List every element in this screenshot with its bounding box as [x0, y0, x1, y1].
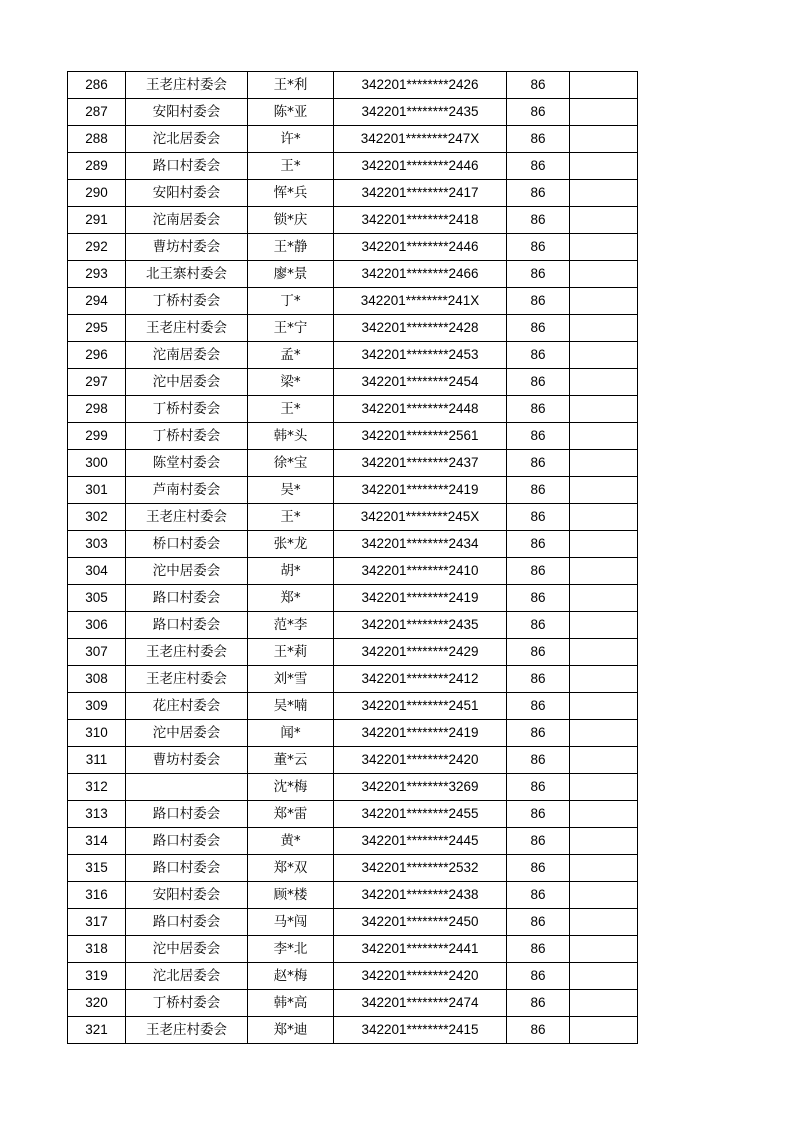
score-cell: 86: [507, 180, 570, 207]
unit-cell: 陈堂村委会: [126, 450, 248, 477]
row-number-cell: 298: [68, 396, 126, 423]
table-row: [68, 936, 638, 963]
row-number-cell: 312: [68, 774, 126, 801]
table-row: [68, 558, 638, 585]
table-row: [68, 774, 638, 801]
table-row: [68, 990, 638, 1017]
name-cell: 韩*高: [248, 990, 334, 1017]
table-row: [68, 288, 638, 315]
score-cell: 86: [507, 72, 570, 99]
note-cell: [570, 990, 638, 1017]
unit-cell: 安阳村委会: [126, 180, 248, 207]
row-number-cell: 294: [68, 288, 126, 315]
unit-cell: 沱北居委会: [126, 963, 248, 990]
id-number-cell: 342201********2474: [334, 990, 507, 1017]
row-number-cell: 301: [68, 477, 126, 504]
id-number-cell: 342201********2434: [334, 531, 507, 558]
note-cell: [570, 585, 638, 612]
row-number-cell: 313: [68, 801, 126, 828]
row-number-cell: 292: [68, 234, 126, 261]
unit-cell: 沱南居委会: [126, 207, 248, 234]
table-row: [68, 153, 638, 180]
table-row: [68, 720, 638, 747]
id-number-cell: 342201********241X: [334, 288, 507, 315]
unit-cell: 沱中居委会: [126, 558, 248, 585]
row-number-cell: 316: [68, 882, 126, 909]
note-cell: [570, 72, 638, 99]
note-cell: [570, 126, 638, 153]
row-number-cell: 307: [68, 639, 126, 666]
note-cell: [570, 153, 638, 180]
note-cell: [570, 1017, 638, 1044]
score-cell: 86: [507, 261, 570, 288]
row-number-cell: 320: [68, 990, 126, 1017]
note-cell: [570, 855, 638, 882]
table-row: [68, 747, 638, 774]
score-cell: 86: [507, 639, 570, 666]
table-row: [68, 369, 638, 396]
row-number-cell: 321: [68, 1017, 126, 1044]
row-number-cell: 315: [68, 855, 126, 882]
score-cell: 86: [507, 882, 570, 909]
row-number-cell: 318: [68, 936, 126, 963]
name-cell: 张*龙: [248, 531, 334, 558]
table-row: [68, 477, 638, 504]
table-row: [68, 423, 638, 450]
row-number-cell: 319: [68, 963, 126, 990]
unit-cell: 花庄村委会: [126, 693, 248, 720]
name-cell: 刘*雪: [248, 666, 334, 693]
id-number-cell: 342201********2417: [334, 180, 507, 207]
score-cell: 86: [507, 585, 570, 612]
roster-body: [68, 72, 638, 1044]
row-number-cell: 293: [68, 261, 126, 288]
unit-cell: 路口村委会: [126, 153, 248, 180]
id-number-cell: 342201********2420: [334, 747, 507, 774]
score-cell: 86: [507, 855, 570, 882]
name-cell: 胡*: [248, 558, 334, 585]
name-cell: 郑*: [248, 585, 334, 612]
id-number-cell: 342201********2466: [334, 261, 507, 288]
note-cell: [570, 504, 638, 531]
score-cell: 86: [507, 477, 570, 504]
note-cell: [570, 639, 638, 666]
row-number-cell: 299: [68, 423, 126, 450]
row-number-cell: 310: [68, 720, 126, 747]
note-cell: [570, 963, 638, 990]
row-number-cell: 296: [68, 342, 126, 369]
name-cell: 顾*楼: [248, 882, 334, 909]
unit-cell: 芦南村委会: [126, 477, 248, 504]
score-cell: 86: [507, 1017, 570, 1044]
score-cell: 86: [507, 720, 570, 747]
unit-cell: 王老庄村委会: [126, 1017, 248, 1044]
table-row: [68, 72, 638, 99]
id-number-cell: 342201********2418: [334, 207, 507, 234]
name-cell: 徐*宝: [248, 450, 334, 477]
unit-cell: 沱中居委会: [126, 936, 248, 963]
name-cell: 王*莉: [248, 639, 334, 666]
score-cell: 86: [507, 369, 570, 396]
table-row: [68, 234, 638, 261]
unit-cell: 桥口村委会: [126, 531, 248, 558]
note-cell: [570, 261, 638, 288]
unit-cell: 路口村委会: [126, 585, 248, 612]
score-cell: 86: [507, 747, 570, 774]
table-row: [68, 882, 638, 909]
note-cell: [570, 936, 638, 963]
id-number-cell: 342201********2448: [334, 396, 507, 423]
unit-cell: [126, 774, 248, 801]
id-number-cell: 342201********2441: [334, 936, 507, 963]
id-number-cell: 342201********2426: [334, 72, 507, 99]
unit-cell: 北王寨村委会: [126, 261, 248, 288]
row-number-cell: 314: [68, 828, 126, 855]
score-cell: 86: [507, 558, 570, 585]
unit-cell: 沱中居委会: [126, 369, 248, 396]
note-cell: [570, 450, 638, 477]
note-cell: [570, 369, 638, 396]
row-number-cell: 317: [68, 909, 126, 936]
row-number-cell: 286: [68, 72, 126, 99]
score-cell: 86: [507, 504, 570, 531]
table-row: [68, 801, 638, 828]
unit-cell: 路口村委会: [126, 801, 248, 828]
unit-cell: 王老庄村委会: [126, 315, 248, 342]
unit-cell: 路口村委会: [126, 855, 248, 882]
id-number-cell: 342201********2429: [334, 639, 507, 666]
name-cell: 闻*: [248, 720, 334, 747]
id-number-cell: 342201********2450: [334, 909, 507, 936]
name-cell: 王*静: [248, 234, 334, 261]
score-cell: 86: [507, 612, 570, 639]
row-number-cell: 295: [68, 315, 126, 342]
unit-cell: 路口村委会: [126, 612, 248, 639]
name-cell: 恽*兵: [248, 180, 334, 207]
name-cell: 丁*: [248, 288, 334, 315]
name-cell: 王*宁: [248, 315, 334, 342]
id-number-cell: 342201********2446: [334, 153, 507, 180]
table-row: [68, 261, 638, 288]
id-number-cell: 342201********2419: [334, 477, 507, 504]
id-number-cell: 342201********2412: [334, 666, 507, 693]
note-cell: [570, 666, 638, 693]
note-cell: [570, 315, 638, 342]
row-number-cell: 287: [68, 99, 126, 126]
row-number-cell: 304: [68, 558, 126, 585]
note-cell: [570, 612, 638, 639]
roster-table: [67, 71, 638, 1044]
unit-cell: 安阳村委会: [126, 882, 248, 909]
id-number-cell: 342201********2428: [334, 315, 507, 342]
unit-cell: 丁桥村委会: [126, 288, 248, 315]
name-cell: 郑*雷: [248, 801, 334, 828]
row-number-cell: 288: [68, 126, 126, 153]
score-cell: 86: [507, 693, 570, 720]
unit-cell: 王老庄村委会: [126, 639, 248, 666]
row-number-cell: 291: [68, 207, 126, 234]
table-row: [68, 315, 638, 342]
score-cell: 86: [507, 126, 570, 153]
unit-cell: 安阳村委会: [126, 99, 248, 126]
name-cell: 马*闯: [248, 909, 334, 936]
id-number-cell: 342201********2532: [334, 855, 507, 882]
name-cell: 陈*亚: [248, 99, 334, 126]
score-cell: 86: [507, 207, 570, 234]
id-number-cell: 342201********2561: [334, 423, 507, 450]
score-cell: 86: [507, 666, 570, 693]
table-row: [68, 963, 638, 990]
note-cell: [570, 882, 638, 909]
name-cell: 许*: [248, 126, 334, 153]
unit-cell: 丁桥村委会: [126, 423, 248, 450]
score-cell: 86: [507, 315, 570, 342]
name-cell: 李*北: [248, 936, 334, 963]
name-cell: 吴*喃: [248, 693, 334, 720]
name-cell: 沈*梅: [248, 774, 334, 801]
row-number-cell: 290: [68, 180, 126, 207]
unit-cell: 沱中居委会: [126, 720, 248, 747]
table-row: [68, 207, 638, 234]
score-cell: 86: [507, 963, 570, 990]
note-cell: [570, 423, 638, 450]
note-cell: [570, 288, 638, 315]
unit-cell: 路口村委会: [126, 909, 248, 936]
score-cell: 86: [507, 342, 570, 369]
name-cell: 韩*头: [248, 423, 334, 450]
table-row: [68, 180, 638, 207]
name-cell: 郑*迪: [248, 1017, 334, 1044]
id-number-cell: 342201********2410: [334, 558, 507, 585]
score-cell: 86: [507, 774, 570, 801]
name-cell: 孟*: [248, 342, 334, 369]
row-number-cell: 303: [68, 531, 126, 558]
score-cell: 86: [507, 909, 570, 936]
row-number-cell: 311: [68, 747, 126, 774]
score-cell: 86: [507, 450, 570, 477]
table-row: [68, 828, 638, 855]
name-cell: 廖*景: [248, 261, 334, 288]
unit-cell: 曹坊村委会: [126, 747, 248, 774]
id-number-cell: 342201********3269: [334, 774, 507, 801]
row-number-cell: 289: [68, 153, 126, 180]
table-row: [68, 639, 638, 666]
score-cell: 86: [507, 288, 570, 315]
id-number-cell: 342201********2437: [334, 450, 507, 477]
unit-cell: 王老庄村委会: [126, 72, 248, 99]
id-number-cell: 342201********2446: [334, 234, 507, 261]
score-cell: 86: [507, 828, 570, 855]
table-row: [68, 666, 638, 693]
table-row: [68, 585, 638, 612]
id-number-cell: 342201********2453: [334, 342, 507, 369]
note-cell: [570, 207, 638, 234]
score-cell: 86: [507, 99, 570, 126]
row-number-cell: 297: [68, 369, 126, 396]
row-number-cell: 308: [68, 666, 126, 693]
score-cell: 86: [507, 234, 570, 261]
table-row: [68, 855, 638, 882]
id-number-cell: 342201********2451: [334, 693, 507, 720]
note-cell: [570, 558, 638, 585]
name-cell: 梁*: [248, 369, 334, 396]
table-row: [68, 531, 638, 558]
unit-cell: 沱北居委会: [126, 126, 248, 153]
note-cell: [570, 720, 638, 747]
name-cell: 锁*庆: [248, 207, 334, 234]
table-row: [68, 99, 638, 126]
id-number-cell: 342201********2454: [334, 369, 507, 396]
unit-cell: 路口村委会: [126, 828, 248, 855]
id-number-cell: 342201********2435: [334, 99, 507, 126]
score-cell: 86: [507, 801, 570, 828]
note-cell: [570, 801, 638, 828]
row-number-cell: 309: [68, 693, 126, 720]
id-number-cell: 342201********2420: [334, 963, 507, 990]
id-number-cell: 342201********247X: [334, 126, 507, 153]
name-cell: 王*: [248, 396, 334, 423]
table-row: [68, 396, 638, 423]
unit-cell: 王老庄村委会: [126, 504, 248, 531]
table-row: [68, 909, 638, 936]
table-row: [68, 1017, 638, 1044]
id-number-cell: 342201********2419: [334, 720, 507, 747]
row-number-cell: 302: [68, 504, 126, 531]
score-cell: 86: [507, 936, 570, 963]
note-cell: [570, 477, 638, 504]
note-cell: [570, 774, 638, 801]
id-number-cell: 342201********2419: [334, 585, 507, 612]
table-row: [68, 450, 638, 477]
note-cell: [570, 342, 638, 369]
score-cell: 86: [507, 423, 570, 450]
unit-cell: 丁桥村委会: [126, 396, 248, 423]
unit-cell: 曹坊村委会: [126, 234, 248, 261]
name-cell: 王*利: [248, 72, 334, 99]
id-number-cell: 342201********2415: [334, 1017, 507, 1044]
id-number-cell: 342201********2438: [334, 882, 507, 909]
name-cell: 王*: [248, 504, 334, 531]
id-number-cell: 342201********2455: [334, 801, 507, 828]
id-number-cell: 342201********2435: [334, 612, 507, 639]
note-cell: [570, 234, 638, 261]
id-number-cell: 342201********245X: [334, 504, 507, 531]
unit-cell: 王老庄村委会: [126, 666, 248, 693]
row-number-cell: 305: [68, 585, 126, 612]
note-cell: [570, 693, 638, 720]
note-cell: [570, 909, 638, 936]
table-row: [68, 612, 638, 639]
id-number-cell: 342201********2445: [334, 828, 507, 855]
table-row: [68, 126, 638, 153]
unit-cell: 丁桥村委会: [126, 990, 248, 1017]
name-cell: 王*: [248, 153, 334, 180]
row-number-cell: 306: [68, 612, 126, 639]
note-cell: [570, 180, 638, 207]
unit-cell: 沱南居委会: [126, 342, 248, 369]
table-row: [68, 504, 638, 531]
name-cell: 范*李: [248, 612, 334, 639]
name-cell: 赵*梅: [248, 963, 334, 990]
name-cell: 黄*: [248, 828, 334, 855]
note-cell: [570, 531, 638, 558]
score-cell: 86: [507, 531, 570, 558]
name-cell: 郑*双: [248, 855, 334, 882]
table-row: [68, 342, 638, 369]
name-cell: 董*云: [248, 747, 334, 774]
row-number-cell: 300: [68, 450, 126, 477]
note-cell: [570, 99, 638, 126]
table-row: [68, 693, 638, 720]
score-cell: 86: [507, 990, 570, 1017]
score-cell: 86: [507, 396, 570, 423]
note-cell: [570, 828, 638, 855]
name-cell: 吴*: [248, 477, 334, 504]
note-cell: [570, 747, 638, 774]
note-cell: [570, 396, 638, 423]
score-cell: 86: [507, 153, 570, 180]
